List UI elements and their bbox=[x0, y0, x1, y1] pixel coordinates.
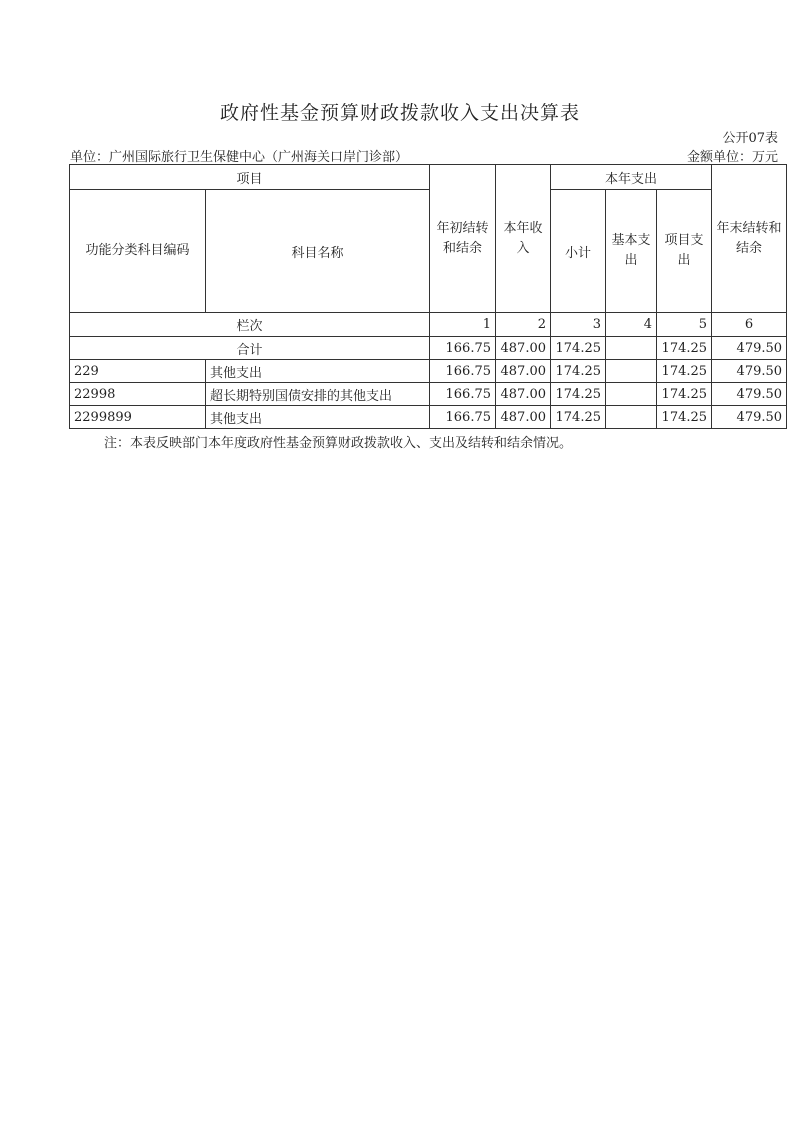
table-row bbox=[70, 360, 787, 383]
total-row bbox=[70, 337, 787, 360]
total-value: 487.00 bbox=[496, 337, 551, 360]
header-end-balance: 年末结转和结余 bbox=[712, 165, 787, 313]
header-subtotal: 小计 bbox=[551, 190, 606, 313]
row-value: 174.25 bbox=[657, 383, 712, 406]
row-value bbox=[606, 383, 657, 406]
total-value: 174.25 bbox=[551, 337, 606, 360]
row-value: 174.25 bbox=[551, 406, 606, 429]
row-value: 166.75 bbox=[430, 360, 496, 383]
page-title: 政府性基金预算财政拨款收入支出决算表 bbox=[219, 102, 580, 124]
header-func-code: 功能分类科目编码 bbox=[70, 190, 206, 313]
column-number-row bbox=[70, 313, 787, 337]
header-subject-name: 科目名称 bbox=[206, 190, 430, 313]
row-value: 487.00 bbox=[496, 360, 551, 383]
col-row-label: 栏次 bbox=[70, 313, 430, 337]
total-value: 479.50 bbox=[712, 337, 787, 360]
row-code: 2299899 bbox=[70, 406, 206, 429]
total-value: 174.25 bbox=[657, 337, 712, 360]
header-project: 项目 bbox=[70, 165, 430, 190]
money-unit-label: 金额单位：万元 bbox=[686, 150, 778, 165]
row-value: 479.50 bbox=[712, 383, 787, 406]
row-name: 其他支出 bbox=[206, 360, 430, 383]
col-num: 6 bbox=[712, 313, 787, 337]
row-name: 超长期特别国债安排的其他支出 bbox=[206, 383, 430, 406]
header-income: 本年收入 bbox=[496, 165, 551, 313]
row-value: 487.00 bbox=[496, 383, 551, 406]
header-expense: 本年支出 bbox=[551, 165, 712, 190]
unit-label: 单位：广州国际旅行卫生保健中心（广州海关口岸门诊部） bbox=[70, 150, 409, 165]
table-row bbox=[70, 383, 787, 406]
col-num: 2 bbox=[496, 313, 551, 337]
row-value: 174.25 bbox=[657, 406, 712, 429]
row-code: 229 bbox=[70, 360, 206, 383]
row-value bbox=[606, 360, 657, 383]
table-note: 注：本表反映部门本年度政府性基金预算财政拨款收入、支出及结转和结余情况。 bbox=[104, 436, 573, 451]
total-value bbox=[606, 337, 657, 360]
row-value: 166.75 bbox=[430, 406, 496, 429]
row-value: 174.25 bbox=[551, 383, 606, 406]
col-num: 4 bbox=[606, 313, 657, 337]
col-num: 1 bbox=[430, 313, 496, 337]
row-value: 487.00 bbox=[496, 406, 551, 429]
total-value: 166.75 bbox=[430, 337, 496, 360]
row-value: 174.25 bbox=[657, 360, 712, 383]
form-number: 公开07表 bbox=[722, 131, 778, 146]
row-value bbox=[606, 406, 657, 429]
row-name: 其他支出 bbox=[206, 406, 430, 429]
col-num: 3 bbox=[551, 313, 606, 337]
row-code: 22998 bbox=[70, 383, 206, 406]
budget-table bbox=[69, 164, 787, 429]
total-label: 合计 bbox=[70, 337, 430, 360]
col-num: 5 bbox=[657, 313, 712, 337]
header-basic: 基本支出 bbox=[606, 190, 657, 313]
header-project-exp: 项目支出 bbox=[657, 190, 712, 313]
row-value: 479.50 bbox=[712, 406, 787, 429]
table-row bbox=[70, 406, 787, 429]
header-begin-balance: 年初结转和结余 bbox=[430, 165, 496, 313]
row-value: 166.75 bbox=[430, 383, 496, 406]
row-value: 479.50 bbox=[712, 360, 787, 383]
row-value: 174.25 bbox=[551, 360, 606, 383]
